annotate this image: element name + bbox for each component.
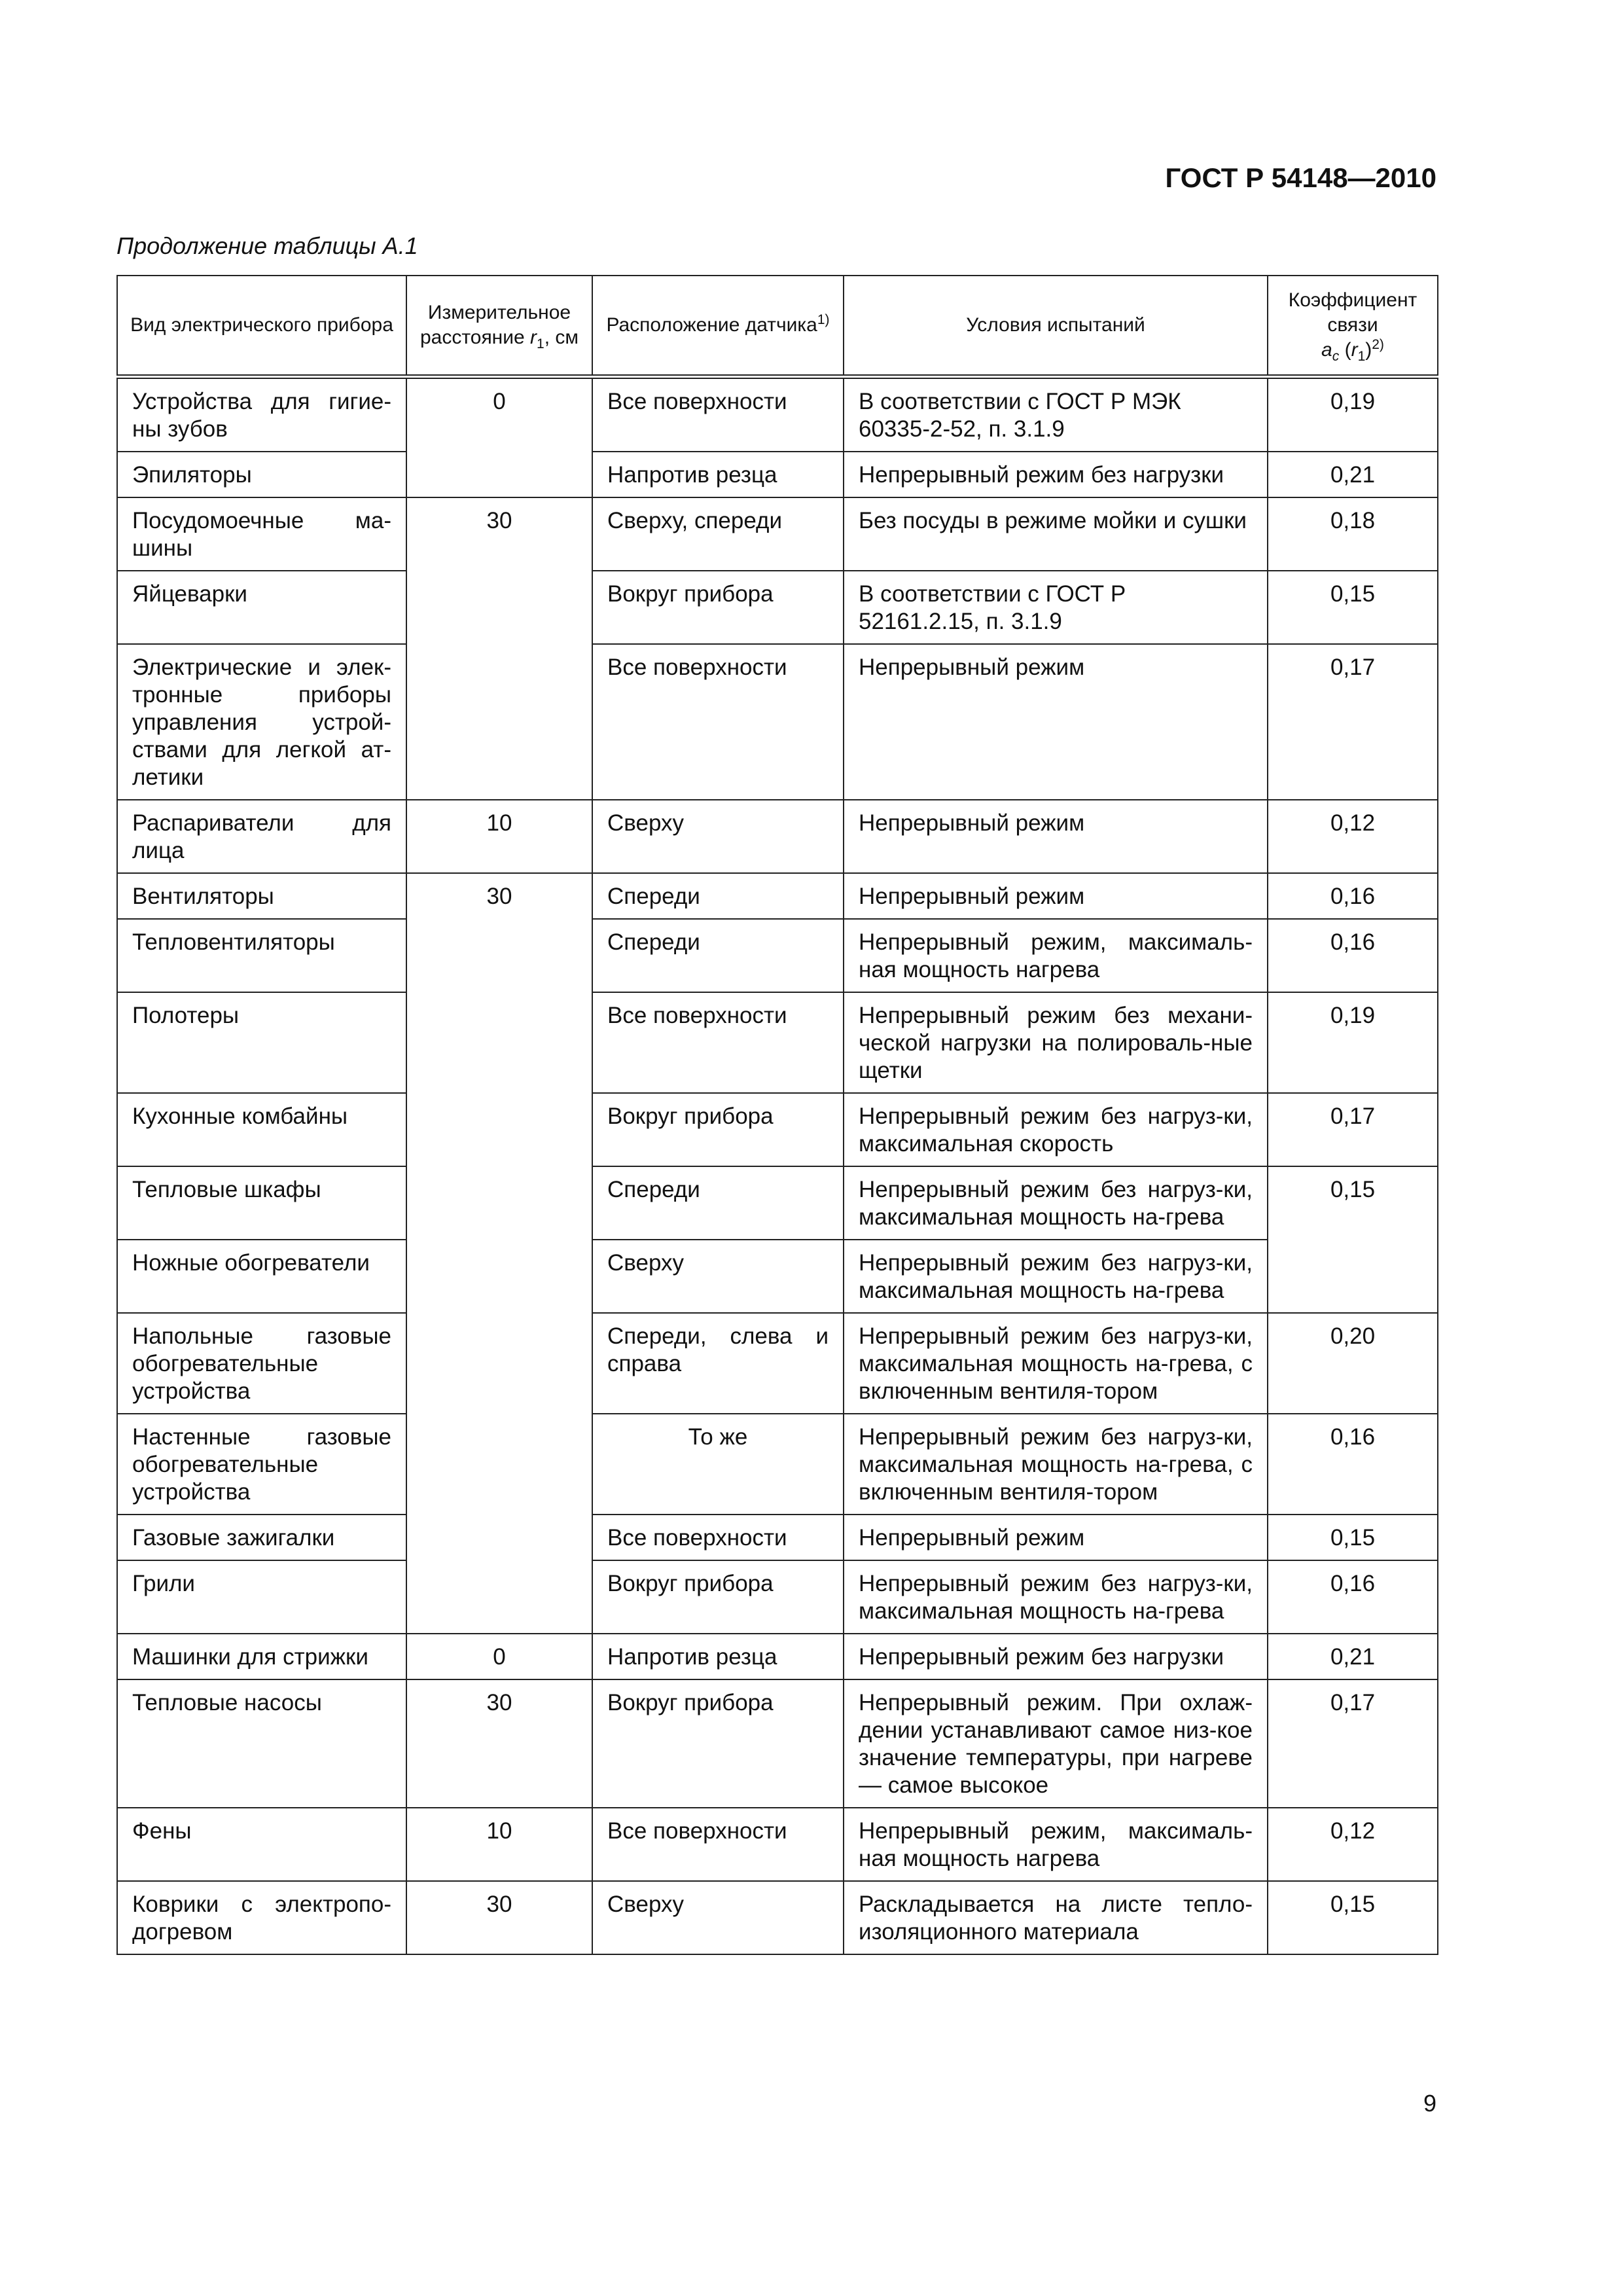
device-cell: Электрические и элек-тронные приборы управления устрой-ствами для легкой ат-летики	[117, 644, 406, 800]
device-cell: Устройства для гигие-ны зубов	[117, 377, 406, 452]
coefficient-cell: 0,16	[1268, 873, 1438, 919]
sensor-cell: Спереди	[592, 873, 844, 919]
document-code: ГОСТ Р 54148—2010	[1165, 162, 1436, 193]
device-cell: Коврики с электропо-догревом	[117, 1881, 406, 1954]
coefficient-cell: 0,20	[1268, 1313, 1438, 1414]
coefficient-cell: 0,16	[1268, 1560, 1438, 1634]
coefficient-cell: 0,21	[1268, 1634, 1438, 1679]
conditions-cell: Непрерывный режим без нагруз-ки, максимальная мощность на-грева, с включенным вентиля-тором	[844, 1414, 1268, 1515]
coefficient-cell: 0,12	[1268, 800, 1438, 873]
conditions-cell: Непрерывный режим, максималь-ная мощность нагрева	[844, 919, 1268, 992]
distance-cell: 10	[406, 1808, 592, 1881]
coefficient-cell: 0,19	[1268, 377, 1438, 452]
conditions-cell: Непрерывный режим	[844, 873, 1268, 919]
sensor-cell: Спереди, слева и справа	[592, 1313, 844, 1414]
device-cell: Кухонные комбайны	[117, 1093, 406, 1166]
coefficient-cell: 0,15	[1268, 1881, 1438, 1954]
coefficient-cell: 0,12	[1268, 1808, 1438, 1881]
device-cell: Посудомоечные ма-шины	[117, 497, 406, 571]
conditions-cell: Непрерывный режим без нагруз-ки, максимальная мощность на-грева, с включенным вентиля-тором	[844, 1313, 1268, 1414]
sensor-cell: Спереди	[592, 919, 844, 992]
table-row	[117, 497, 1438, 571]
sensor-cell: Вокруг прибора	[592, 571, 844, 644]
table-row	[117, 1881, 1438, 1954]
sensor-cell: Вокруг прибора	[592, 1093, 844, 1166]
device-cell: Яйцеварки	[117, 571, 406, 644]
conditions-cell: В соответствии с ГОСТ Р 52161.2.15, п. 3.1.9	[844, 571, 1268, 644]
coefficient-cell: 0,16	[1268, 1414, 1438, 1515]
sensor-cell: Все поверхности	[592, 377, 844, 452]
sensor-cell: Спереди	[592, 1166, 844, 1240]
conditions-cell: Непрерывный режим без нагруз-ки, максимальная мощность на-грева	[844, 1166, 1268, 1240]
sensor-cell: Сверху	[592, 1240, 844, 1313]
device-cell: Тепловентиляторы	[117, 919, 406, 992]
header-device-type: Вид электрического прибора	[117, 276, 406, 377]
sensor-cell: Все поверхности	[592, 644, 844, 800]
distance-cell: 30	[406, 873, 592, 1634]
table-row	[117, 992, 1438, 1093]
distance-cell: 0	[406, 1634, 592, 1679]
sensor-cell: Вокруг прибора	[592, 1560, 844, 1634]
table-row	[117, 1634, 1438, 1679]
sensor-cell: То же	[592, 1414, 844, 1515]
distance-cell: 10	[406, 800, 592, 873]
device-cell: Вентиляторы	[117, 873, 406, 919]
sensor-cell: Все поверхности	[592, 992, 844, 1093]
distance-cell: 30	[406, 1679, 592, 1808]
sensor-cell: Напротив резца	[592, 452, 844, 497]
conditions-cell: Без посуды в режиме мойки и сушки	[844, 497, 1268, 571]
device-cell: Газовые зажигалки	[117, 1515, 406, 1560]
table-row	[117, 1515, 1438, 1560]
conditions-cell: Непрерывный режим без нагрузки	[844, 452, 1268, 497]
distance-cell: 30	[406, 1881, 592, 1954]
conditions-cell: В соответствии с ГОСТ Р МЭК 60335-2-52, п. 3.1.9	[844, 377, 1268, 452]
header-coupling-coefficient: Коэффициент связи $a_c$ $(r_1)^{2)}$	[1268, 276, 1438, 377]
device-cell: Фены	[117, 1808, 406, 1881]
device-cell: Машинки для стрижки	[117, 1634, 406, 1679]
conditions-cell: Непрерывный режим без механи-ческой нагрузки на полироваль-ные щетки	[844, 992, 1268, 1093]
device-cell: Грили	[117, 1560, 406, 1634]
coefficient-cell: 0,15	[1268, 1166, 1438, 1313]
device-cell: Тепловые шкафы	[117, 1166, 406, 1240]
table-row	[117, 873, 1438, 919]
sensor-cell: Все поверхности	[592, 1808, 844, 1881]
coefficient-cell: 0,19	[1268, 992, 1438, 1093]
coefficient-cell: 0,17	[1268, 1093, 1438, 1166]
table-row	[117, 1560, 1438, 1634]
device-cell: Полотеры	[117, 992, 406, 1093]
conditions-cell: Непрерывный режим без нагруз-ки, максимальная скорость	[844, 1093, 1268, 1166]
distance-cell: 0	[406, 377, 592, 498]
coefficient-cell: 0,16	[1268, 919, 1438, 992]
conditions-cell: Непрерывный режим без нагрузки	[844, 1634, 1268, 1679]
table-row	[117, 1679, 1438, 1808]
table-row	[117, 377, 1438, 452]
table-row	[117, 571, 1438, 644]
device-cell: Тепловые насосы	[117, 1679, 406, 1808]
header-test-conditions: Условия испытаний	[844, 276, 1268, 377]
page-number: 9	[1423, 2090, 1436, 2117]
conditions-cell: Непрерывный режим	[844, 800, 1268, 873]
table-row	[117, 1240, 1438, 1313]
coefficient-cell: 0,17	[1268, 1679, 1438, 1808]
sensor-cell: Сверху	[592, 1881, 844, 1954]
coefficient-cell: 0,15	[1268, 1515, 1438, 1560]
table-row	[117, 1166, 1438, 1240]
conditions-cell: Непрерывный режим	[844, 1515, 1268, 1560]
table-row	[117, 1808, 1438, 1881]
device-cell: Настенные газовые обогревательные устройства	[117, 1414, 406, 1515]
conditions-cell: Непрерывный режим	[844, 644, 1268, 800]
device-cell: Распариватели для лица	[117, 800, 406, 873]
coefficient-cell: 0,21	[1268, 452, 1438, 497]
distance-cell: 30	[406, 497, 592, 800]
sensor-cell: Сверху, спереди	[592, 497, 844, 571]
sensor-cell: Все поверхности	[592, 1515, 844, 1560]
table-row	[117, 452, 1438, 497]
table-row	[117, 800, 1438, 873]
sensor-cell: Напротив резца	[592, 1634, 844, 1679]
data-table	[116, 275, 1438, 1955]
conditions-cell: Непрерывный режим, максималь-ная мощность нагрева	[844, 1808, 1268, 1881]
conditions-cell: Непрерывный режим. При охлаж-дении устанавливают самое низ-кое значение температуры, при нагреве — самое высокое	[844, 1679, 1268, 1808]
conditions-cell: Непрерывный режим без нагруз-ки, максимальная мощность на-грева	[844, 1240, 1268, 1313]
coefficient-cell: 0,15	[1268, 571, 1438, 644]
table-row	[117, 644, 1438, 800]
device-cell: Ножные обогреватели	[117, 1240, 406, 1313]
coefficient-cell: 0,18	[1268, 497, 1438, 571]
table-row	[117, 1093, 1438, 1166]
conditions-cell: Непрерывный режим без нагруз-ки, максимальная мощность на-грева	[844, 1560, 1268, 1634]
table-row	[117, 919, 1438, 992]
header-distance: Измерительное расстояние $r_1$, см	[406, 276, 592, 377]
table-header-row	[117, 276, 1438, 377]
device-cell: Эпиляторы	[117, 452, 406, 497]
table-caption: Продолжение таблицы А.1	[116, 232, 418, 259]
conditions-cell: Раскладывается на листе тепло-изоляционного материала	[844, 1881, 1268, 1954]
table-row	[117, 1313, 1438, 1414]
device-cell: Напольные газовые обогревательные устройства	[117, 1313, 406, 1414]
sensor-cell: Вокруг прибора	[592, 1679, 844, 1808]
sensor-cell: Сверху	[592, 800, 844, 873]
header-sensor-location: Расположение датчика$^{1)}$	[592, 276, 844, 377]
table-row	[117, 1414, 1438, 1515]
coefficient-cell: 0,17	[1268, 644, 1438, 800]
